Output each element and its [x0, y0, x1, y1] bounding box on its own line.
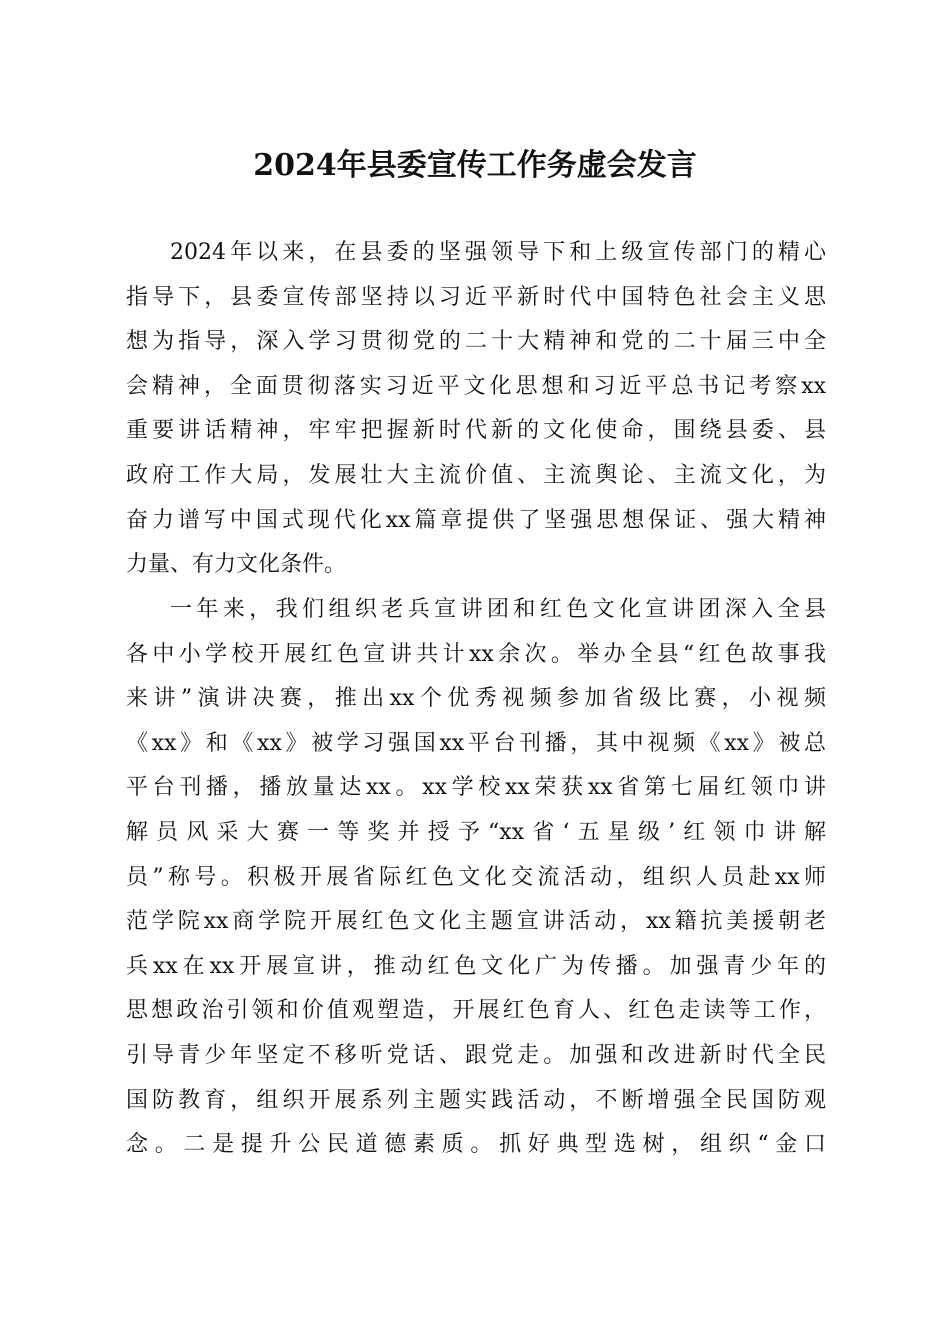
text-line: 来讲”演讲决赛，推出xx个优秀视频参加省级比赛，小视频: [126, 686, 826, 712]
text-line: 引导青少年坚定不移听党话、跟党走。加强和改进新时代全民: [126, 1042, 826, 1068]
text-line: 兵xx在xx开展宣讲，推动红色文化广为传播。加强青少年的: [126, 953, 826, 979]
text-line: 力量、有力文化条件。: [126, 552, 347, 578]
text-line: 一年来，我们组织老兵宣讲团和红色文化宣讲团深入全县: [170, 597, 826, 622]
document-title: 2024年县委宣传工作务虚会发言: [253, 148, 697, 183]
text-line: 想为指导，深入学习贯彻党的二十大精神和党的二十届三中全: [126, 329, 826, 355]
text-line: 重要讲话精神，牢牢把握新时代新的文化使命，围绕县委、县: [126, 418, 826, 444]
paragraph-2: [126, 588, 826, 1168]
text-line: 平台刊播，播放量达xx。xx学校xx荣获xx省第七届红领巾讲: [126, 775, 826, 801]
text-line: 《xx》和《xx》被学习强国xx平台刊播，其中视频《xx》被总: [126, 730, 826, 756]
text-line: 各中小学校开展红色宣讲共计xx余次。举办全县“红色故事我: [126, 641, 826, 667]
text-line: 2024年以来，在县委的坚强领导下和上级宣传部门的精心: [170, 240, 826, 265]
text-line: 思想政治引领和价值观塑造，开展红色育人、红色走读等工作，: [126, 998, 826, 1024]
text-line: 解员风采大赛一等奖并授予“xx省‘五星级’红领巾讲解: [126, 819, 826, 845]
text-line: 国防教育，组织开展系列主题实践活动，不断增强全民国防观: [126, 1087, 826, 1113]
text-line: 会精神，全面贯彻落实习近平文化思想和习近平总书记考察xx: [126, 373, 826, 399]
text-line: 念。二是提升公民道德素质。抓好典型选树，组织“金口: [126, 1132, 826, 1158]
text-line: 范学院xx商学院开展红色文化主题宣讲活动，xx籍抗美援朝老: [126, 909, 826, 935]
text-line: 奋力谱写中国式现代化xx篇章提供了坚强思想保证、强大精神: [126, 507, 826, 533]
text-line: 政府工作大局，发展壮大主流价值、主流舆论、主流文化，为: [126, 462, 826, 488]
paragraph-1: [126, 231, 826, 588]
text-line: 指导下，县委宣传部坚持以习近平新时代中国特色社会主义思: [126, 284, 826, 310]
text-line: 员”称号。积极开展省际红色文化交流活动，组织人员赴xx师: [126, 864, 826, 890]
